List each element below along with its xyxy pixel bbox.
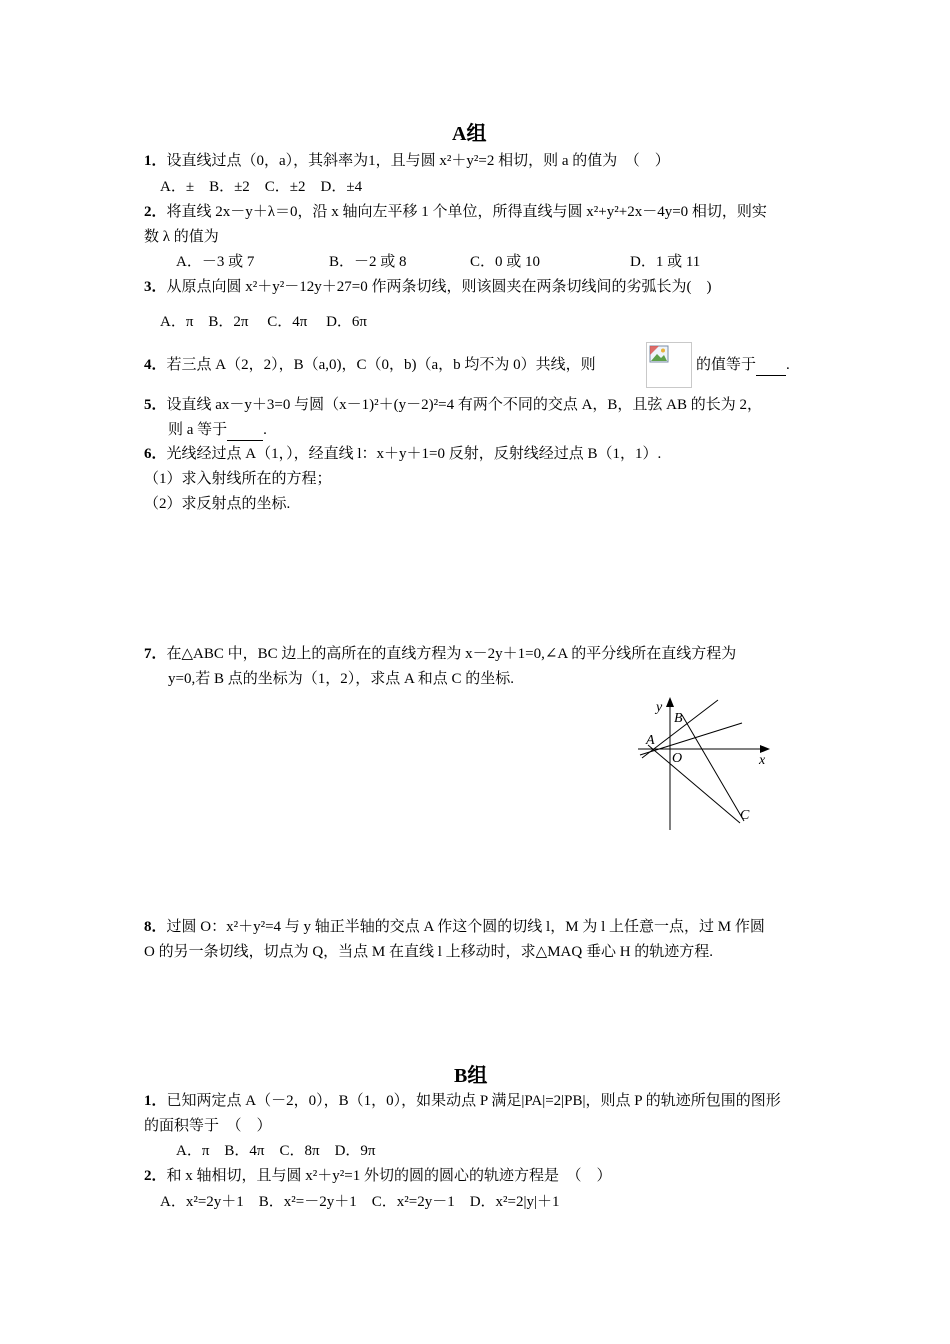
y-axis-arrow: [666, 697, 674, 707]
question-a8-line2: O 的另一条切线，切点为 Q，当点 M 在直线 l 上移动时，求△MAQ 垂心 H 的轨迹方程.: [144, 944, 714, 960]
question-text: 和 x 轴相切，且与圆 x²＋y²=1 外切的圆的圆心的轨迹方程是 （ ）: [166, 1168, 612, 1184]
question-number: 4．: [144, 357, 167, 373]
question-a2-option-c: C．0 或 10: [470, 254, 541, 270]
question-number: 1．: [144, 1093, 167, 1109]
broken-image-icon: [646, 342, 692, 388]
question-a7-line2: y=0,若 B 点的坐标为（1，2），求点 A 和点 C 的坐标.: [168, 671, 514, 687]
question-a8-line1: [144, 917, 765, 937]
question-a6: [144, 444, 661, 464]
question-number: 8．: [144, 919, 167, 935]
question-a1-options: A．± B．±2 C．±2 D．±4: [160, 179, 363, 195]
question-text: 设直线过点（0，a），其斜率为1，且与圆 x²＋y²=2 相切，则 a 的值为 （ ）: [166, 153, 670, 169]
question-number: 7．: [144, 646, 167, 662]
question-number: 2．: [144, 204, 167, 220]
question-a4-tail: [696, 355, 790, 376]
label-o: O: [672, 751, 683, 766]
answer-blank[interactable]: [756, 355, 786, 376]
question-a1: [144, 151, 670, 171]
question-text: 若三点 A（2，2），B（a,0)，C（0，b)（a，b 均不为 0）共线，则: [166, 357, 596, 373]
label-y: y: [656, 700, 663, 715]
question-a2-line1: [144, 202, 767, 222]
line-bc: [682, 715, 744, 821]
question-text: 已知两定点 A（－2，0），B（1，0），如果动点 P 满足|PA|=2|PB|，则点 P 的轨迹所包围的图形: [166, 1093, 781, 1109]
question-number: 5．: [144, 397, 167, 413]
period: .: [786, 357, 790, 373]
question-text: 从原点向圆 x²＋y²－12y＋27=0 作两条切线，则该圆夹在两条切线间的劣弧长为( ): [166, 279, 712, 295]
question-b1-line1: [144, 1091, 781, 1111]
answer-blank[interactable]: [227, 420, 263, 441]
question-a2-line2: 数 λ 的值为: [144, 229, 219, 245]
question-text: 则 a 等于: [168, 422, 228, 438]
question-text: 的值等于: [696, 357, 757, 373]
line-ac: [648, 745, 740, 823]
question-number: 3．: [144, 279, 167, 295]
question-b2-options: A．x²=2y＋1 B．x²=－2y＋1 C．x²=2y－1 D．x²=2|y|＋1: [160, 1194, 560, 1210]
question-text: 过圆 O：x²＋y²=4 与 y 轴正半轴的交点 A 作这个圆的切线 l，M 为 l 上任意一点，过 M 作圆: [166, 919, 765, 935]
group-a-title: A组: [452, 123, 487, 145]
question-number: 6．: [144, 446, 167, 462]
question-text: 设直线 ax－y＋3=0 与圆（x－1)²＋(y－2)²=4 有两个不同的交点 A，B，且弦 AB 的长为 2，: [166, 397, 762, 413]
triangle-figure: [630, 695, 780, 835]
question-a3: [144, 277, 711, 297]
question-a6-sub1: （1）求入射线所在的方程；: [144, 471, 332, 487]
period: .: [263, 422, 267, 438]
question-b2: [144, 1166, 611, 1186]
label-c: C: [740, 808, 750, 823]
altitude-line: [640, 723, 742, 755]
question-number: 1．: [144, 153, 167, 169]
question-text: 光线经过点 A（1，），经直线 l：x＋y＋1=0 反射，反射线经过点 B（1，1）.: [166, 446, 662, 462]
question-a7-line1: [144, 644, 736, 664]
question-a5-line1: [144, 395, 762, 415]
question-number: 2．: [144, 1168, 167, 1184]
question-b1-line2: 的面积等于 （ ）: [144, 1118, 272, 1134]
question-a2-option-b: B．－2 或 8: [329, 254, 407, 270]
label-a: A: [646, 733, 655, 748]
question-a6-sub2: （2）求反射点的坐标.: [144, 496, 291, 512]
question-text: 在△ABC 中，BC 边上的高所在的直线方程为 x－2y＋1=0,∠A 的平分线所在直线方程为: [166, 646, 737, 662]
question-a2-option-a: A．－3 或 7: [176, 254, 255, 270]
label-b: B: [674, 711, 683, 726]
group-b-title: B组: [454, 1065, 488, 1087]
question-a4: [144, 355, 596, 375]
question-a3-options: A．π B．2π C．4π D．6π: [160, 314, 367, 330]
question-text: 将直线 2x－y＋λ＝0，沿 x 轴向左平移 1 个单位，所得直线与圆 x²+y²+2x－4y=0 相切，则实: [166, 204, 767, 220]
question-a5-line2: [168, 420, 267, 441]
question-a2-option-d: D．1 或 11: [630, 254, 701, 270]
question-b1-options: A．π B．4π C．8π D．9π: [176, 1143, 376, 1159]
x-axis-arrow: [760, 745, 770, 753]
label-x: x: [759, 753, 766, 768]
